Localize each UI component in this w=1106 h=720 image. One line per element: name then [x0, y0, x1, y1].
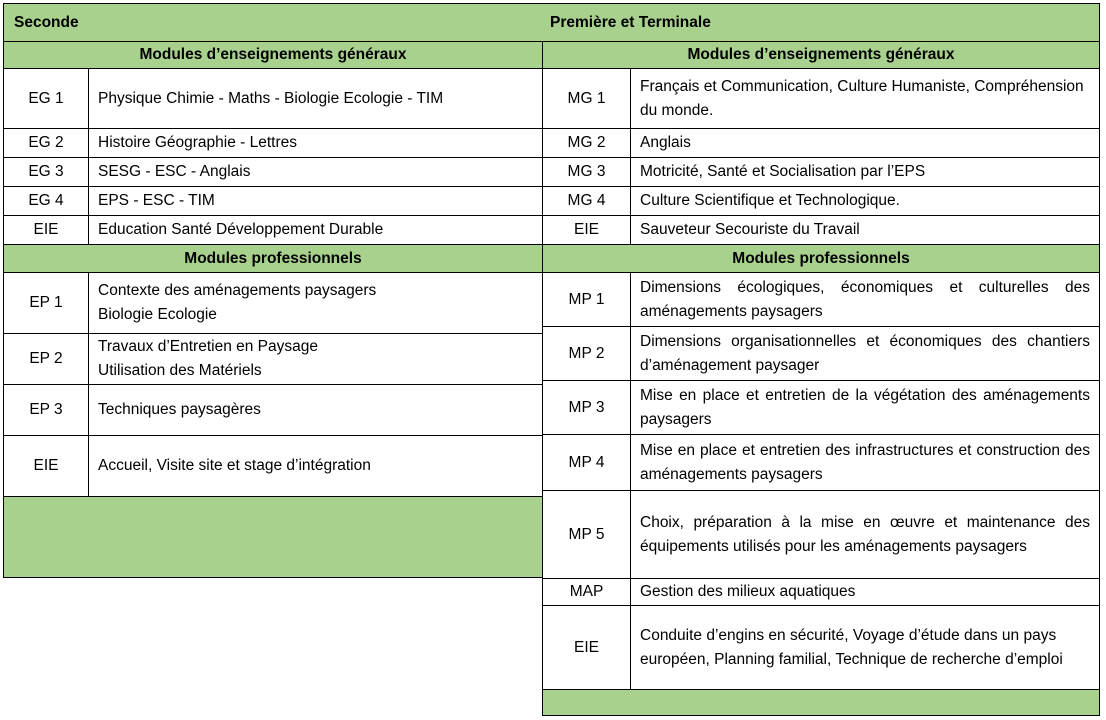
module-label: Choix, préparation à la mise en œuvre et maintenance des équipements utilisés pour les aménagements paysagers — [630, 490, 1100, 579]
module-label: Travaux d’Entretien en Paysage Utilisation des Matériels — [88, 333, 543, 385]
premiere-generaux-title: Modules d’enseignements généraux — [542, 41, 1100, 69]
module-code: EG 2 — [3, 128, 89, 158]
table-header-row — [3, 3, 1100, 42]
module-code: EIE — [542, 215, 631, 245]
module-code: MP 3 — [542, 380, 631, 435]
module-code: MG 2 — [542, 128, 631, 158]
module-label: Dimensions organisationnelles et économiques des chantiers d’aménagement paysager — [630, 326, 1100, 381]
module-label: Dimensions écologiques, économiques et culturelles des aménagements paysagers — [630, 272, 1100, 327]
module-code: EP 2 — [3, 333, 89, 385]
module-label: Histoire Géographie - Lettres — [88, 128, 543, 158]
module-code: EP 3 — [3, 384, 89, 436]
header-premiere-terminale: Première et Terminale — [550, 13, 711, 31]
module-label: Sauveteur Secouriste du Travail — [630, 215, 1100, 245]
module-code: MG 4 — [542, 186, 631, 216]
seconde-generaux-title: Modules d’enseignements généraux — [3, 41, 543, 69]
module-code: MP 4 — [542, 434, 631, 491]
module-label: Français et Communication, Culture Humaniste, Compréhension du monde. — [630, 68, 1100, 129]
module-label: EPS - ESC - TIM — [88, 186, 543, 216]
module-label: Mise en place et entretien de la végétation des aménagements paysagers — [630, 380, 1100, 435]
premiere-empty-footer — [542, 689, 1100, 716]
module-label: SESG - ESC - Anglais — [88, 157, 543, 187]
module-code: EG 3 — [3, 157, 89, 187]
module-label: Anglais — [630, 128, 1100, 158]
module-label: Conduite d’engins en sécurité, Voyage d’étude dans un pays européen, Planning familial, Technique de recherche d’emploi — [630, 605, 1100, 690]
module-code: EG 1 — [3, 68, 89, 129]
premiere-pro-title: Modules professionnels — [542, 244, 1100, 273]
module-label: Gestion des milieux aquatiques — [630, 578, 1100, 606]
module-label: Accueil, Visite site et stage d’intégration — [88, 435, 543, 497]
header-seconde: Seconde — [14, 13, 79, 31]
module-label: Mise en place et entretien des infrastructures et construction des aménagements paysagers — [630, 434, 1100, 491]
module-code: EIE — [3, 435, 89, 497]
module-code: MAP — [542, 578, 631, 606]
module-code: MP 1 — [542, 272, 631, 327]
module-code: MG 1 — [542, 68, 631, 129]
module-label: Contexte des aménagements paysagers Biologie Ecologie — [88, 272, 543, 334]
module-label: Culture Scientifique et Technologique. — [630, 186, 1100, 216]
module-label: Motricité, Santé et Socialisation par l’EPS — [630, 157, 1100, 187]
module-label: Techniques paysagères — [88, 384, 543, 436]
seconde-empty-footer — [3, 496, 543, 578]
module-code: EIE — [3, 215, 89, 245]
module-label: Physique Chimie - Maths - Biologie Ecologie - TIM — [88, 68, 543, 129]
module-code: MG 3 — [542, 157, 631, 187]
module-code: EP 1 — [3, 272, 89, 334]
module-label: Education Santé Développement Durable — [88, 215, 543, 245]
module-code: EIE — [542, 605, 631, 690]
module-code: MP 2 — [542, 326, 631, 381]
seconde-pro-title: Modules professionnels — [3, 244, 543, 273]
module-code: MP 5 — [542, 490, 631, 579]
module-code: EG 4 — [3, 186, 89, 216]
